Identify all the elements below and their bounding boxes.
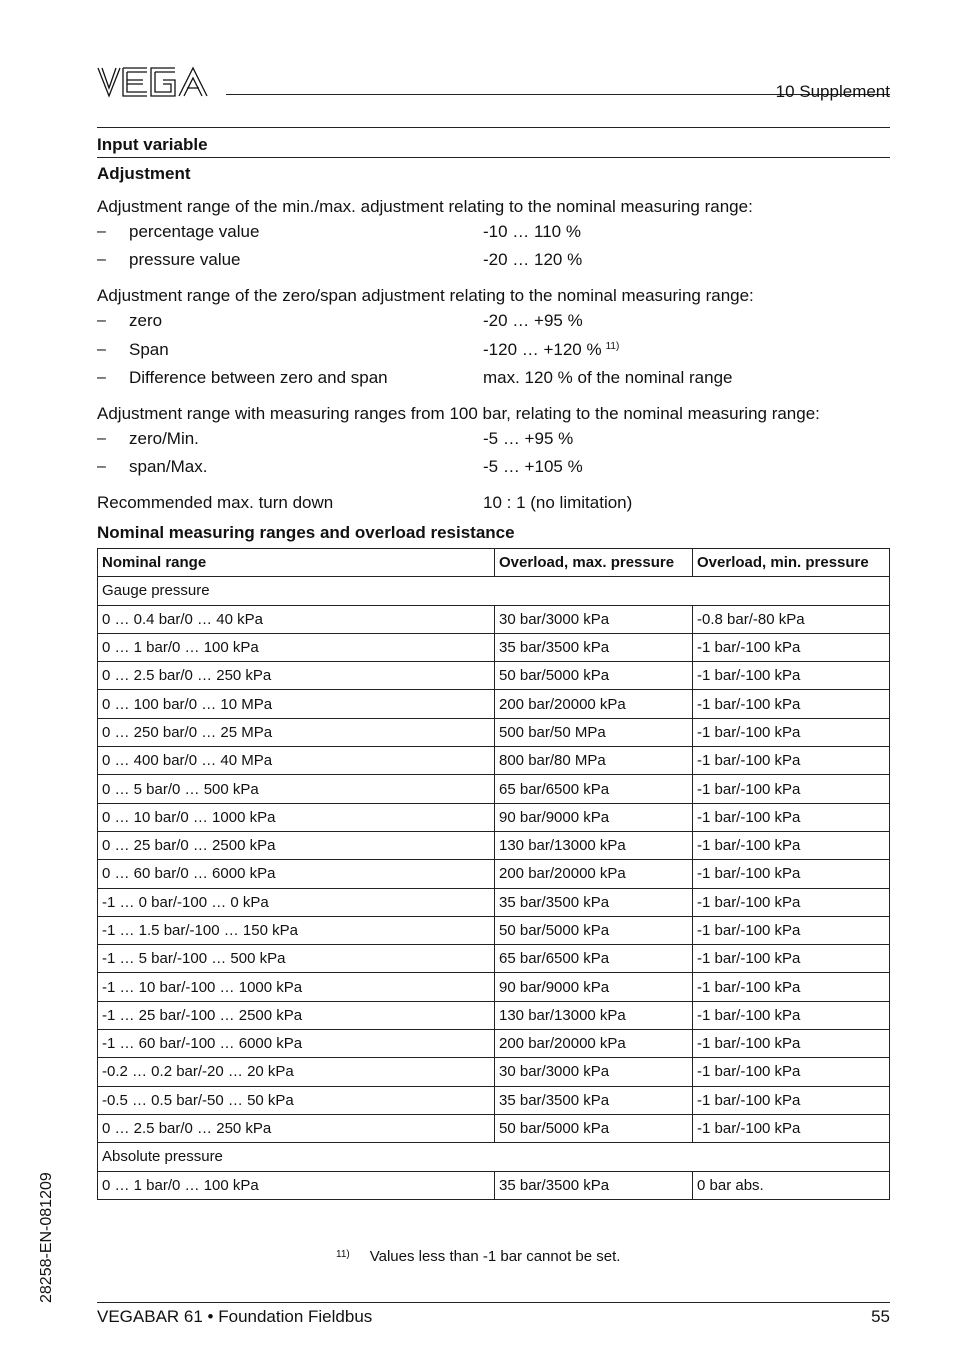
dash-bullet: – (97, 430, 106, 447)
table-row (98, 973, 890, 1001)
cell-nominal-range: -0.2 … 0.2 bar/-20 … 20 kPa (98, 1058, 495, 1086)
table-row (98, 747, 890, 775)
absolute-label: Absolute pressure (98, 1143, 890, 1171)
cell-overload-max: 200 bar/20000 kPa (495, 860, 693, 888)
footer-rule (97, 1302, 890, 1303)
cell-overload-min: -1 bar/-100 kPa (693, 860, 890, 888)
table-row (98, 831, 890, 859)
cell-nominal-range: -1 … 60 bar/-100 … 6000 kPa (98, 1030, 495, 1058)
heading-input-variable: Input variable (97, 135, 208, 154)
cell-overload-min: -1 bar/-100 kPa (693, 662, 890, 690)
cell-nominal-range: 0 … 10 bar/0 … 1000 kPa (98, 803, 495, 831)
cell-overload-min: -1 bar/-100 kPa (693, 1086, 890, 1114)
item-value-with-footnote (483, 340, 619, 360)
cell-overload-min: -1 bar/-100 kPa (693, 1001, 890, 1029)
section-title: 10 Supplement (775, 82, 890, 101)
cell-nominal-range: -1 … 10 bar/-100 … 1000 kPa (98, 973, 495, 1001)
cell-overload-min: -1 bar/-100 kPa (693, 718, 890, 746)
cell-overload-max: 130 bar/13000 kPa (495, 1001, 693, 1029)
cell-overload-min: -1 bar/-100 kPa (693, 973, 890, 1001)
cell-overload-min: -1 bar/-100 kPa (693, 690, 890, 718)
cell-overload-min: -1 bar/-100 kPa (693, 888, 890, 916)
item-value: -10 … 110 % (483, 222, 581, 241)
cell-nominal-range: 0 … 1 bar/0 … 100 kPa (98, 1171, 495, 1199)
table-row (98, 1001, 890, 1029)
subheading-adjustment: Adjustment (97, 164, 191, 183)
item-label: zero (129, 311, 163, 330)
cell-nominal-range: 0 … 100 bar/0 … 10 MPa (98, 690, 495, 718)
group1-intro: Adjustment range of the min./max. adjustment relating to the nominal measuring range: (97, 197, 753, 216)
turndown-value: 10 : 1 (no limitation) (483, 493, 633, 512)
item-label: span/Max. (129, 457, 208, 476)
footer-product: VEGABAR 61 • Foundation Fieldbus (97, 1307, 373, 1326)
cell-nominal-range: 0 … 250 bar/0 … 25 MPa (98, 718, 495, 746)
table-row (98, 916, 890, 944)
item-label: pressure value (129, 250, 241, 269)
cell-nominal-range: 0 … 0.4 bar/0 … 40 kPa (98, 605, 495, 633)
cell-overload-min: -1 bar/-100 kPa (693, 916, 890, 944)
item-label: Span (129, 340, 169, 359)
cell-nominal-range: 0 … 1 bar/0 … 100 kPa (98, 633, 495, 661)
cell-overload-max: 50 bar/5000 kPa (495, 1114, 693, 1142)
footnote-text: Values less than -1 bar cannot be set. (369, 1248, 621, 1265)
gauge-label: Gauge pressure (98, 577, 890, 605)
cell-overload-max: 200 bar/20000 kPa (495, 1030, 693, 1058)
document-code: 28258-EN-081209 (38, 1172, 55, 1303)
heading-rule (97, 157, 890, 158)
table-row (98, 1114, 890, 1142)
cell-overload-min: -1 bar/-100 kPa (693, 633, 890, 661)
cell-nominal-range: -1 … 5 bar/-100 … 500 kPa (98, 945, 495, 973)
ranges-table (97, 548, 890, 1200)
dash-bullet: – (97, 341, 106, 358)
cell-overload-max: 65 bar/6500 kPa (495, 775, 693, 803)
table-body (98, 577, 890, 1200)
cell-overload-min: -0.8 bar/-80 kPa (693, 605, 890, 633)
table-row (98, 1171, 890, 1199)
cell-overload-max: 800 bar/80 MPa (495, 747, 693, 775)
header-overload-min: Overload, min. pressure (693, 549, 890, 577)
cell-overload-max: 130 bar/13000 kPa (495, 831, 693, 859)
gauge-section-row (98, 577, 890, 605)
table-row (98, 718, 890, 746)
page-number: 55 (871, 1307, 890, 1326)
table-row (98, 1058, 890, 1086)
cell-overload-max: 30 bar/3000 kPa (495, 605, 693, 633)
table-row (98, 860, 890, 888)
table-title: Nominal measuring ranges and overload resistance (97, 523, 515, 542)
table-row (98, 633, 890, 661)
cell-overload-min: -1 bar/-100 kPa (693, 803, 890, 831)
group3-intro: Adjustment range with measuring ranges from 100 bar, relating to the nominal measuring range: (97, 404, 820, 423)
cell-nominal-range: 0 … 25 bar/0 … 2500 kPa (98, 831, 495, 859)
table-row (98, 888, 890, 916)
cell-overload-min: 0 bar abs. (693, 1171, 890, 1199)
cell-overload-min: -1 bar/-100 kPa (693, 831, 890, 859)
footnote-mark: 11) (336, 1249, 350, 1260)
dash-bullet: – (97, 223, 106, 240)
table-row (98, 775, 890, 803)
cell-nominal-range: -1 … 1.5 bar/-100 … 150 kPa (98, 916, 495, 944)
cell-nominal-range: 0 … 2.5 bar/0 … 250 kPa (98, 1114, 495, 1142)
table-row (98, 1086, 890, 1114)
cell-nominal-range: 0 … 5 bar/0 … 500 kPa (98, 775, 495, 803)
cell-nominal-range: -1 … 25 bar/-100 … 2500 kPa (98, 1001, 495, 1029)
item-value: -20 … +95 % (483, 311, 583, 330)
item-label: percentage value (129, 222, 260, 241)
table-header-row (98, 549, 890, 577)
turndown-label: Recommended max. turn down (97, 493, 334, 512)
item-value: -120 … +120 % (483, 340, 602, 359)
cell-nominal-range: 0 … 60 bar/0 … 6000 kPa (98, 860, 495, 888)
cell-overload-max: 50 bar/5000 kPa (495, 916, 693, 944)
cell-overload-min: -1 bar/-100 kPa (693, 775, 890, 803)
item-label: Difference between zero and span (129, 368, 388, 387)
footnote (336, 1248, 620, 1265)
cell-overload-min: -1 bar/-100 kPa (693, 747, 890, 775)
cell-nominal-range: 0 … 400 bar/0 … 40 MPa (98, 747, 495, 775)
cell-overload-max: 35 bar/3500 kPa (495, 1086, 693, 1114)
cell-overload-max: 500 bar/50 MPa (495, 718, 693, 746)
cell-overload-max: 65 bar/6500 kPa (495, 945, 693, 973)
top-rule (97, 127, 890, 128)
dash-bullet: – (97, 312, 106, 329)
header-overload-max: Overload, max. pressure (495, 549, 693, 577)
cell-nominal-range: -0.5 … 0.5 bar/-50 … 50 kPa (98, 1086, 495, 1114)
table-row (98, 945, 890, 973)
table-row (98, 690, 890, 718)
absolute-section-row (98, 1143, 890, 1171)
cell-overload-min: -1 bar/-100 kPa (693, 1114, 890, 1142)
cell-overload-max: 200 bar/20000 kPa (495, 690, 693, 718)
dash-bullet: – (97, 458, 106, 475)
item-value: -20 … 120 % (483, 250, 583, 269)
item-value: max. 120 % of the nominal range (483, 368, 733, 387)
table-row (98, 605, 890, 633)
header-nominal-range: Nominal range (98, 549, 495, 577)
footnote-ref: 11) (605, 341, 620, 352)
table-row (98, 662, 890, 690)
cell-overload-max: 35 bar/3500 kPa (495, 633, 693, 661)
cell-overload-max: 90 bar/9000 kPa (495, 803, 693, 831)
table-row (98, 803, 890, 831)
cell-overload-max: 35 bar/3500 kPa (495, 1171, 693, 1199)
cell-overload-max: 35 bar/3500 kPa (495, 888, 693, 916)
item-value: -5 … +105 % (483, 457, 583, 476)
cell-overload-min: -1 bar/-100 kPa (693, 1030, 890, 1058)
item-label: zero/Min. (129, 429, 199, 448)
group2-intro: Adjustment range of the zero/span adjustment relating to the nominal measuring range: (97, 286, 754, 305)
svg-text:VEGA: VEGA (97, 66, 100, 67)
item-value: -5 … +95 % (483, 429, 574, 448)
table-row (98, 1030, 890, 1058)
cell-overload-max: 30 bar/3000 kPa (495, 1058, 693, 1086)
cell-overload-min: -1 bar/-100 kPa (693, 945, 890, 973)
dash-bullet: – (97, 251, 106, 268)
cell-nominal-range: -1 … 0 bar/-100 … 0 kPa (98, 888, 495, 916)
dash-bullet: – (97, 369, 106, 386)
cell-overload-max: 50 bar/5000 kPa (495, 662, 693, 690)
cell-overload-min: -1 bar/-100 kPa (693, 1058, 890, 1086)
cell-nominal-range: 0 … 2.5 bar/0 … 250 kPa (98, 662, 495, 690)
cell-overload-max: 90 bar/9000 kPa (495, 973, 693, 1001)
